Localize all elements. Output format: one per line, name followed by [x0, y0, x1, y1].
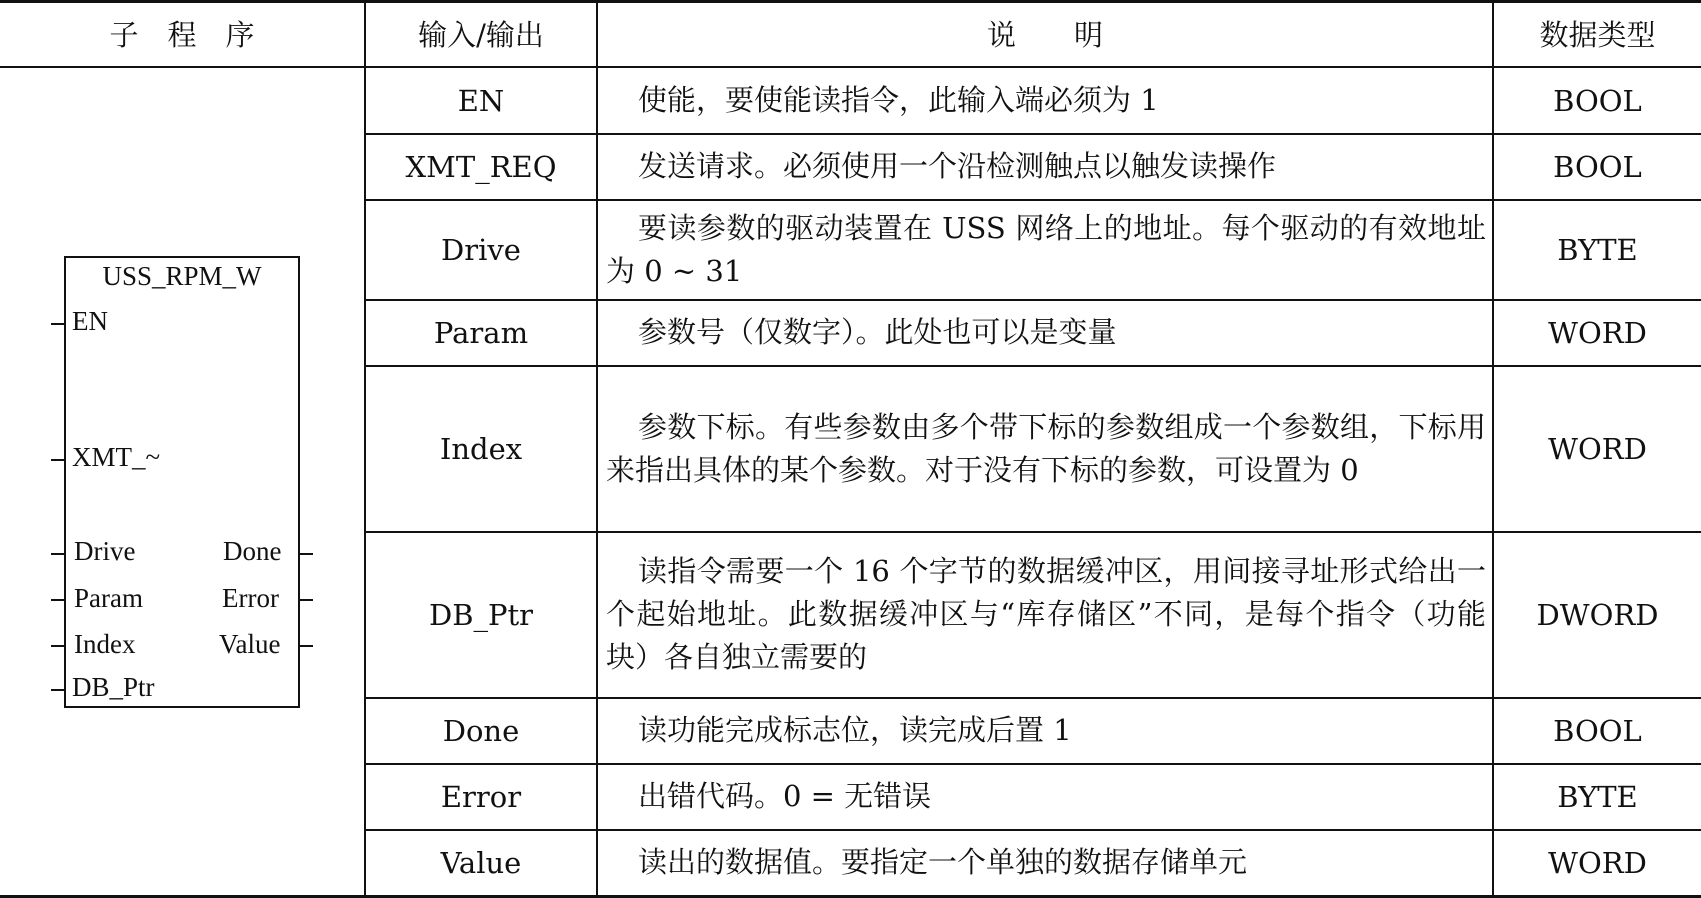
type-cell: BOOL — [1553, 149, 1642, 184]
io-cell: XMT_REQ — [405, 149, 557, 184]
io-cell: Drive — [441, 232, 521, 267]
description-text: 读指令需要一个 16 个字节的数据缓冲区，用间接寻址形式给出一个起始地址。此数据缓冲区与“库存储区”不同，是每个指令（功能块）各自独立需要的 — [606, 554, 1486, 674]
type-cell: BYTE — [1557, 232, 1638, 267]
pin-line — [51, 553, 64, 555]
description-cell — [598, 764, 1486, 829]
description-cell — [598, 134, 1486, 199]
pin-en: EN — [72, 306, 108, 336]
pin-line — [51, 645, 64, 647]
pin-error: Error — [222, 583, 279, 613]
pin-line — [300, 553, 313, 555]
header-subroutine: 子 程 序 — [109, 17, 255, 52]
description-cell — [598, 532, 1486, 697]
io-cell: Index — [439, 431, 523, 466]
pin-db-ptr: DB_Ptr — [72, 672, 155, 702]
io-cell: Param — [433, 315, 529, 350]
pin-drive: Drive — [74, 536, 136, 566]
description-cell — [598, 366, 1486, 531]
type-cell: DWORD — [1536, 597, 1659, 632]
description-text: 读出的数据值。要指定一个单独的数据存储单元 — [638, 845, 1248, 879]
io-cell: Done — [442, 713, 520, 748]
description-text: 使能，要使能读指令，此输入端必须为 1 — [638, 83, 1159, 117]
description-text: 参数号（仅数字）。此处也可以是变量 — [638, 315, 1117, 349]
pin-line — [51, 689, 64, 691]
description-text: 要读参数的驱动装置在 USS 网络上的地址。每个驱动的有效地址为 0 ~ 31 — [606, 210, 1486, 288]
description-text: 读功能完成标志位，读完成后置 1 — [638, 713, 1072, 747]
type-cell: WORD — [1548, 431, 1647, 466]
pin-line — [51, 323, 64, 325]
description-text: 参数下标。有些参数由多个带下标的参数组成一个参数组，下标用来指出具体的某个参数。对于没有下标的参数，可设置为 0 — [606, 409, 1486, 487]
io-cell: DB_Ptr — [428, 597, 534, 632]
type-cell: BOOL — [1553, 83, 1642, 118]
description-cell — [598, 300, 1486, 365]
io-cell: Error — [440, 779, 522, 814]
pin-xmt: XMT_~ — [72, 442, 161, 472]
pin-line — [51, 459, 64, 461]
pin-line — [300, 645, 313, 647]
pin-line — [300, 599, 313, 601]
type-cell: BYTE — [1557, 779, 1638, 814]
type-cell: WORD — [1548, 845, 1647, 880]
function-block-title: USS_RPM_W — [102, 261, 262, 291]
description-text: 发送请求。必须使用一个沿检测触点以触发读操作 — [638, 149, 1277, 183]
description-cell — [598, 830, 1486, 895]
description-cell — [598, 200, 1486, 299]
pin-done: Done — [223, 536, 282, 566]
io-cell: EN — [457, 83, 505, 118]
type-cell: BOOL — [1553, 713, 1642, 748]
header-io: 输入/输出 — [418, 17, 544, 52]
header-description: 说 明 — [986, 17, 1103, 52]
pin-param: Param — [74, 583, 143, 613]
description-cell — [598, 68, 1486, 133]
pin-index: Index — [74, 629, 136, 659]
description-cell — [598, 698, 1486, 763]
pin-line — [51, 599, 64, 601]
type-cell: WORD — [1548, 315, 1647, 350]
header-datatype: 数据类型 — [1539, 17, 1656, 52]
io-cell: Value — [440, 845, 522, 880]
description-text: 出错代码。0 = 无错误 — [638, 779, 932, 813]
pin-value: Value — [219, 629, 281, 659]
